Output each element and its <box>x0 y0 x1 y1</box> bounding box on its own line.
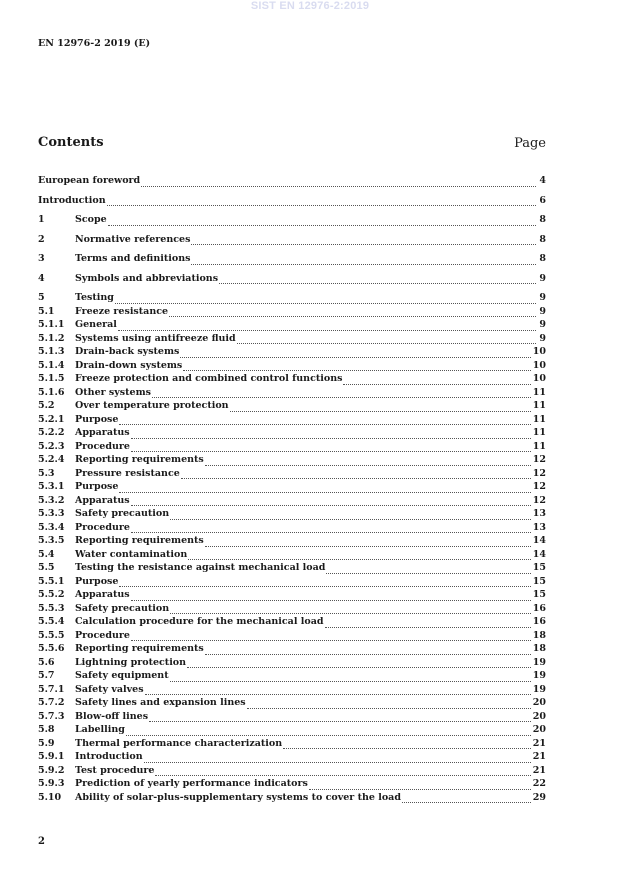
toc-entry[interactable] <box>38 333 546 347</box>
toc-entry[interactable] <box>38 306 546 320</box>
toc-entry-number: 5.10 <box>38 791 62 803</box>
toc-entry[interactable] <box>38 373 546 387</box>
toc-dot-leader <box>230 411 531 412</box>
toc-entry[interactable] <box>38 549 546 563</box>
toc-dot-leader <box>183 370 530 371</box>
toc-entry[interactable] <box>38 495 546 509</box>
toc-entry-title[interactable]: Prediction of yearly performance indicators <box>75 778 308 789</box>
toc-entry[interactable] <box>38 670 546 684</box>
toc-entry-title[interactable]: Lightning protection <box>75 656 187 668</box>
toc-entry-title[interactable]: Drain-back systems <box>75 346 180 357</box>
toc-entry-number: 5.1.2 <box>38 332 65 344</box>
toc-entry-number: 5.9.2 <box>38 764 65 776</box>
toc-entry-number: 5.3.4 <box>38 521 65 533</box>
toc-entry-number: 5.7 <box>38 670 55 681</box>
toc-entry-page: 9 <box>539 272 546 284</box>
toc-dot-leader <box>205 465 531 466</box>
toc-entry-number: 3 <box>38 253 45 264</box>
toc-entry-title[interactable]: Procedure <box>75 629 130 641</box>
toc-entry[interactable] <box>38 576 546 590</box>
toc-entry-number: 5.6 <box>38 656 55 668</box>
toc-dot-leader <box>188 559 530 560</box>
toc-entry-number: 5.1.3 <box>38 346 65 357</box>
toc-entry-page: 8 <box>539 233 546 245</box>
toc-entry-number: 5.2.4 <box>38 454 65 465</box>
toc-dot-leader <box>283 748 531 749</box>
toc-entry-title[interactable]: Reporting requirements <box>75 643 204 654</box>
toc-entry[interactable] <box>38 792 546 806</box>
toc-entry-number: 5.5.2 <box>38 589 65 600</box>
toc-dot-leader <box>144 762 531 763</box>
toc-entry-page: 14 <box>532 535 546 546</box>
toc-entry-number: 5.2.2 <box>38 427 65 438</box>
toc-entry-title[interactable]: Test procedure <box>75 764 155 776</box>
toc-entry-page: 19 <box>532 656 546 668</box>
toc-entry-title[interactable]: Reporting requirements <box>75 454 204 465</box>
toc-dot-leader <box>108 225 536 226</box>
toc-entry[interactable] <box>38 630 546 644</box>
toc-entry-title[interactable]: Ability of solar-plus-supplementary systems to cover the load <box>75 791 401 803</box>
toc-entry[interactable] <box>38 292 546 306</box>
toc-entry-page: 19 <box>532 670 546 681</box>
toc-entry-title[interactable]: Freeze protection and combined control functions <box>75 373 343 384</box>
toc-entry[interactable] <box>38 562 546 576</box>
toc-entry-number: 5.7.1 <box>38 683 65 695</box>
toc-dot-leader <box>131 505 531 506</box>
contents-heading: Contents <box>38 135 104 150</box>
table-of-contents <box>38 175 546 805</box>
toc-entry-number: 5.3.1 <box>38 481 65 492</box>
toc-dot-leader <box>325 627 531 628</box>
toc-entry-page: 12 <box>532 481 546 492</box>
toc-entry-title[interactable]: Purpose <box>75 481 119 492</box>
toc-dot-leader <box>131 600 531 601</box>
toc-entry-page: 20 <box>532 697 546 708</box>
toc-dot-leader <box>205 654 531 655</box>
toc-dot-leader <box>187 667 531 668</box>
watermark: SIST EN 12976-2:2019 <box>250 0 370 12</box>
toc-dot-leader <box>119 492 530 493</box>
toc-entry-number: 5.1.1 <box>38 319 65 330</box>
toc-dot-leader <box>170 613 531 614</box>
toc-dot-leader <box>149 721 531 722</box>
toc-entry-page: 19 <box>532 683 546 695</box>
toc-entry-number: 5.5.5 <box>38 629 65 641</box>
toc-entry-page: 11 <box>532 400 546 411</box>
toc-entry-title[interactable]: Normative references <box>75 233 191 245</box>
toc-entry-number: 5.5.6 <box>38 643 65 654</box>
toc-entry-number: 2 <box>38 233 45 245</box>
toc-entry-page: 21 <box>532 764 546 776</box>
toc-entry-title[interactable]: Drain-down systems <box>75 359 183 371</box>
toc-entry-title[interactable]: Apparatus <box>75 494 130 506</box>
toc-entry-page: 13 <box>532 508 546 519</box>
toc-entry-number: 5.5 <box>38 562 55 573</box>
toc-entry[interactable] <box>38 175 546 189</box>
toc-entry-number: 5.3.5 <box>38 535 65 546</box>
toc-entry-page: 21 <box>532 751 546 762</box>
toc-entry[interactable] <box>38 751 546 765</box>
toc-entry-page: 10 <box>532 359 546 371</box>
toc-entry-number: 5.5.1 <box>38 575 65 587</box>
toc-entry-page: 6 <box>539 194 546 206</box>
toc-entry[interactable] <box>38 273 546 287</box>
toc-dot-leader <box>131 451 531 452</box>
toc-entry[interactable] <box>38 643 546 657</box>
toc-entry[interactable] <box>38 711 546 725</box>
toc-dot-leader <box>237 343 536 344</box>
toc-entry-page: 9 <box>539 305 546 317</box>
toc-entry-number: 5.3.3 <box>38 508 65 519</box>
toc-entry-page: 9 <box>539 319 546 330</box>
toc-entry[interactable] <box>38 253 546 267</box>
toc-entry-title[interactable]: Scope <box>75 214 107 225</box>
toc-entry[interactable] <box>38 441 546 455</box>
toc-entry-number: 5.7.3 <box>38 710 65 722</box>
toc-entry-page: 18 <box>532 629 546 641</box>
toc-entry-page: 15 <box>532 562 546 573</box>
toc-entry-number: 1 <box>38 214 45 225</box>
toc-dot-leader <box>309 789 531 790</box>
toc-dot-leader <box>155 775 530 776</box>
toc-entry-page: 8 <box>539 214 546 225</box>
toc-entry[interactable] <box>38 657 546 671</box>
toc-entry-page: 29 <box>532 791 546 803</box>
toc-entry-number: 5.2.1 <box>38 413 65 425</box>
toc-entry[interactable] <box>38 535 546 549</box>
toc-entry-number: 5.5.4 <box>38 616 65 627</box>
toc-dot-leader <box>126 735 531 736</box>
toc-entry-number: 5.2.3 <box>38 440 65 452</box>
toc-entry-title[interactable]: General <box>75 319 117 330</box>
toc-dot-leader <box>247 708 531 709</box>
toc-entry-page: 14 <box>532 548 546 560</box>
toc-entry-page: 13 <box>532 521 546 533</box>
toc-entry-title[interactable]: Safety precaution <box>75 508 170 519</box>
toc-entry[interactable] <box>38 765 546 779</box>
toc-entry-page: 12 <box>532 454 546 465</box>
toc-entry-number: 5.3 <box>38 467 55 479</box>
toc-entry[interactable] <box>38 508 546 522</box>
toc-dot-leader <box>170 681 531 682</box>
toc-dot-leader <box>131 438 531 439</box>
toc-entry[interactable] <box>38 684 546 698</box>
toc-entry[interactable] <box>38 427 546 441</box>
toc-entry[interactable] <box>38 234 546 248</box>
toc-entry-number: 5.7.2 <box>38 697 65 708</box>
toc-entry-title[interactable]: Other systems <box>75 386 151 398</box>
toc-dot-leader <box>402 802 531 803</box>
toc-entry-title[interactable]: Testing the resistance against mechanical load <box>75 562 326 573</box>
toc-entry-page: 15 <box>532 589 546 600</box>
toc-entry[interactable] <box>38 603 546 617</box>
toc-dot-leader <box>118 330 536 331</box>
toc-entry[interactable] <box>38 346 546 360</box>
toc-entry-page: 22 <box>532 778 546 789</box>
toc-entry-page: 11 <box>532 427 546 438</box>
toc-entry[interactable] <box>38 360 546 374</box>
toc-entry-title[interactable]: Safety valves <box>75 683 144 695</box>
toc-entry[interactable] <box>38 319 546 333</box>
toc-dot-leader <box>119 424 530 425</box>
toc-entry[interactable] <box>38 454 546 468</box>
toc-entry-page: 11 <box>532 440 546 452</box>
toc-entry-number: 5.3.2 <box>38 494 65 506</box>
toc-entry-title[interactable]: Calculation procedure for the mechanical load <box>75 616 324 627</box>
toc-entry-page: 11 <box>532 386 546 398</box>
toc-entry-title[interactable]: Introduction <box>75 751 143 762</box>
toc-dot-leader <box>169 316 536 317</box>
toc-entry-title[interactable]: Apparatus <box>75 427 130 438</box>
toc-entry-number: 5.1.6 <box>38 386 65 398</box>
toc-entry-title[interactable]: Blow-off lines <box>75 710 149 722</box>
toc-entry-number: 5 <box>38 292 45 303</box>
toc-entry-page: 4 <box>539 175 546 186</box>
toc-dot-leader <box>191 244 536 245</box>
toc-entry[interactable] <box>38 589 546 603</box>
toc-entry-title[interactable]: Safety lines and expansion lines <box>75 697 246 708</box>
toc-dot-leader <box>343 384 530 385</box>
toc-entry-page: 8 <box>539 253 546 264</box>
toc-dot-leader <box>180 357 530 358</box>
toc-entry-title[interactable]: Systems using antifreeze fluid <box>75 332 236 344</box>
toc-entry-title[interactable]: Testing <box>75 292 114 303</box>
toc-dot-leader <box>141 186 536 187</box>
toc-entry-number: 5.9.3 <box>38 778 65 789</box>
toc-entry-number: 5.5.3 <box>38 602 65 614</box>
toc-entry-page: 18 <box>532 643 546 654</box>
toc-entry-title[interactable]: Introduction <box>38 194 106 206</box>
toc-entry-title[interactable]: Freeze resistance <box>75 305 169 317</box>
toc-entry-number: 5.8 <box>38 724 55 735</box>
toc-entry-number: 4 <box>38 272 45 284</box>
toc-entry-page: 12 <box>532 494 546 506</box>
toc-entry-title[interactable]: Labelling <box>75 724 125 735</box>
toc-entry[interactable] <box>38 616 546 630</box>
toc-entry-page: 10 <box>532 373 546 384</box>
toc-entry-title[interactable]: Apparatus <box>75 589 130 600</box>
toc-dot-leader <box>152 397 531 398</box>
toc-entry-page: 16 <box>532 602 546 614</box>
toc-entry[interactable] <box>38 738 546 752</box>
toc-dot-leader <box>191 264 536 265</box>
toc-entry-title[interactable]: Safety equipment <box>75 670 169 681</box>
toc-entry-title[interactable]: Over temperature protection <box>75 400 229 411</box>
page-number: 2 <box>38 836 45 847</box>
toc-entry-title[interactable]: Procedure <box>75 521 130 533</box>
toc-dot-leader <box>205 546 531 547</box>
toc-entry-title[interactable]: Reporting requirements <box>75 535 204 546</box>
toc-dot-leader <box>115 303 536 304</box>
toc-entry[interactable] <box>38 522 546 536</box>
toc-entry[interactable] <box>38 778 546 792</box>
toc-entry-number: 5.9 <box>38 737 55 749</box>
toc-dot-leader <box>107 205 536 206</box>
toc-entry-page: 10 <box>532 346 546 357</box>
toc-dot-leader <box>181 478 531 479</box>
document-id: EN 12976-2 2019 (E) <box>38 38 151 49</box>
toc-dot-leader <box>131 640 531 641</box>
toc-entry-title[interactable]: European foreword <box>38 175 141 186</box>
toc-entry[interactable] <box>38 724 546 738</box>
toc-entry-number: 5.1 <box>38 305 55 317</box>
toc-entry-title[interactable]: Thermal performance characterization <box>75 737 283 749</box>
page-column-label: Page <box>514 136 546 151</box>
toc-entry-page: 20 <box>532 710 546 722</box>
toc-entry-title[interactable]: Terms and definitions <box>75 253 191 264</box>
toc-entry-title[interactable]: Water contamination <box>75 548 188 560</box>
toc-entry[interactable] <box>38 387 546 401</box>
toc-entry-number: 5.2 <box>38 400 55 411</box>
toc-entry[interactable] <box>38 414 546 428</box>
toc-entry[interactable] <box>38 195 546 209</box>
toc-entry-number: 5.9.1 <box>38 751 65 762</box>
toc-entry-title[interactable]: Purpose <box>75 413 119 425</box>
toc-entry-page: 21 <box>532 737 546 749</box>
toc-entry[interactable] <box>38 481 546 495</box>
toc-entry-number: 5.1.4 <box>38 359 65 371</box>
toc-entry[interactable] <box>38 468 546 482</box>
toc-dot-leader <box>119 586 530 587</box>
toc-entry-title[interactable]: Pressure resistance <box>75 467 180 479</box>
toc-entry[interactable] <box>38 214 546 228</box>
toc-entry-page: 9 <box>539 292 546 303</box>
toc-entry-page: 12 <box>532 467 546 479</box>
toc-entry-title[interactable]: Safety precaution <box>75 602 170 614</box>
toc-entry-title[interactable]: Symbols and abbreviations <box>75 272 219 284</box>
toc-dot-leader <box>219 283 536 284</box>
toc-entry-title[interactable]: Procedure <box>75 440 130 452</box>
toc-entry[interactable] <box>38 697 546 711</box>
toc-dot-leader <box>170 519 531 520</box>
toc-dot-leader <box>145 694 531 695</box>
toc-entry-page: 15 <box>532 575 546 587</box>
toc-entry-page: 9 <box>539 332 546 344</box>
toc-dot-leader <box>326 573 530 574</box>
toc-entry-page: 20 <box>532 724 546 735</box>
toc-entry-number: 5.4 <box>38 548 55 560</box>
toc-entry[interactable] <box>38 400 546 414</box>
toc-entry-page: 16 <box>532 616 546 627</box>
toc-entry-title[interactable]: Purpose <box>75 575 119 587</box>
toc-entry-page: 11 <box>532 413 546 425</box>
toc-dot-leader <box>131 532 531 533</box>
toc-entry-number: 5.1.5 <box>38 373 65 384</box>
